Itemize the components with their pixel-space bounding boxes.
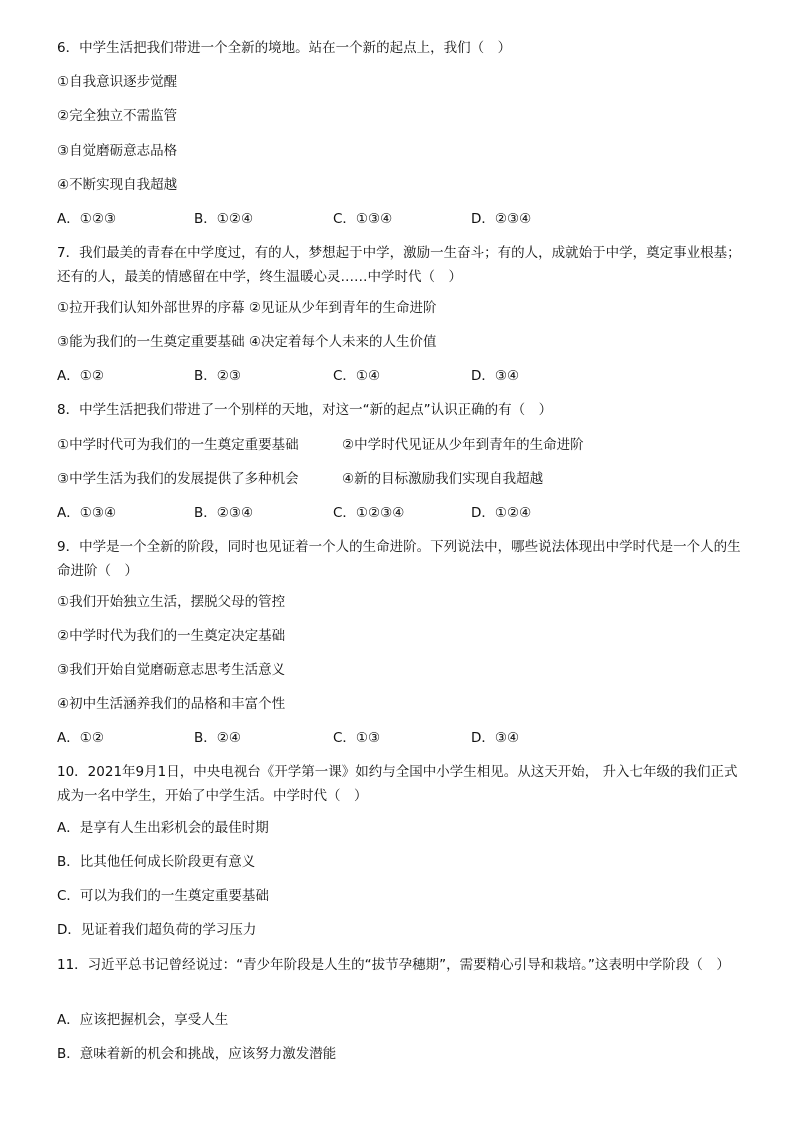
- q8-item-row-2: [57, 469, 757, 489]
- q9-option-c[interactable]: C．①③: [333, 730, 381, 746]
- q10-option-a[interactable]: A．是享有人生出彩机会的最佳时期: [57, 820, 269, 836]
- q6-item-4: ④不断实现自我超越: [57, 177, 178, 193]
- q9-option-d[interactable]: D．③④: [471, 730, 520, 746]
- q8-item-row-1: [57, 435, 757, 455]
- q9-option-b[interactable]: B．②④: [194, 730, 241, 746]
- q6-item-2: ②完全独立不需监管: [57, 108, 178, 124]
- q6-options: [57, 209, 757, 229]
- q8-option-c[interactable]: C．①②③④: [333, 505, 405, 521]
- q10-stem: 10．2021年9月1日，中央电视台《开学第一课》如约与全国中小学生相见。从这天开始， 升入七年级的我们正式成为一名中学生，开始了中学生活。中学时代（ ）: [57, 764, 738, 804]
- q8-option-b[interactable]: B．②③④: [194, 505, 254, 521]
- q6-option-b[interactable]: B．①②④: [194, 211, 254, 227]
- q11-option-a[interactable]: A．应该把握机会，享受人生: [57, 1012, 229, 1028]
- q9-stem: 9．中学是一个全新的阶段，同时也见证着一个人的生命进阶。下列说法中，哪些说法体现出中学时代是一个人的生命进阶（ ）: [57, 539, 741, 579]
- q10-option-b[interactable]: B．比其他任何成长阶段更有意义: [57, 854, 256, 870]
- q6-stem: 6．中学生活把我们带进一个全新的境地。站在一个新的起点上，我们（ ）: [57, 40, 512, 56]
- q9-item-4: ④初中生活涵养我们的品格和丰富个性: [57, 696, 286, 712]
- q9-item-2: ②中学时代为我们的一生奠定决定基础: [57, 628, 286, 644]
- q8-option-d[interactable]: D．①②④: [471, 505, 532, 521]
- q9-item-3: ③我们开始自觉磨砺意志思考生活意义: [57, 662, 286, 678]
- q7-option-b[interactable]: B．②③: [194, 368, 241, 384]
- q8-item-3: ③中学生活为我们的发展提供了多种机会: [57, 471, 299, 487]
- q6-option-a[interactable]: A．①②③: [57, 211, 117, 227]
- q7-option-d[interactable]: D．③④: [471, 368, 520, 384]
- q6-item-3: ③自觉磨砺意志品格: [57, 143, 178, 159]
- q8-item-1: ①中学时代可为我们的一生奠定重要基础: [57, 437, 299, 453]
- q7-options: [57, 366, 757, 386]
- q6-option-d[interactable]: D．②③④: [471, 211, 532, 227]
- q6-item-1: ①自我意识逐步觉醒: [57, 74, 178, 90]
- q7-item-row-2: ③能为我们的一生奠定重要基础 ④决定着每个人未来的人生价值: [57, 334, 437, 350]
- q9-item-1: ①我们开始独立生活，摆脱父母的管控: [57, 594, 286, 610]
- q11-option-b[interactable]: B．意味着新的机会和挑战，应该努力激发潜能: [57, 1046, 337, 1062]
- q8-stem: 8．中学生活把我们带进了一个别样的天地，对这一“新的起点”认识正确的有（ ）: [57, 402, 553, 418]
- q8-item-4: ④新的目标激励我们实现自我超越: [342, 471, 544, 487]
- q10-option-d[interactable]: D．见证着我们超负荷的学习压力: [57, 922, 257, 938]
- q8-item-2: ②中学时代见证从少年到青年的生命进阶: [342, 437, 584, 453]
- q6-option-c[interactable]: C．①③④: [333, 211, 393, 227]
- q7-stem: 7．我们最美的青春在中学度过，有的人，梦想起于中学，激励一生奋斗；有的人，成就始于中学，奠定事业根基；还有的人，最美的情感留在中学，终生温暖心灵……中学时代（ ）: [57, 245, 741, 285]
- q7-option-a[interactable]: A．①②: [57, 368, 104, 384]
- q7-item-row-1: ①拉开我们认知外部世界的序幕 ②见证从少年到青年的生命进阶: [57, 300, 437, 316]
- q9-options: [57, 728, 757, 748]
- q11-stem: 11．习近平总书记曾经说过：“青少年阶段是人生的“拔节孕穗期”，需要精心引导和栽培。”这表明中学阶段（ ）: [57, 957, 730, 973]
- q9-option-a[interactable]: A．①②: [57, 730, 104, 746]
- q7-option-c[interactable]: C．①④: [333, 368, 381, 384]
- q8-options: [57, 503, 757, 523]
- q8-option-a[interactable]: A．①③④: [57, 505, 117, 521]
- q10-option-c[interactable]: C．可以为我们的一生奠定重要基础: [57, 888, 269, 904]
